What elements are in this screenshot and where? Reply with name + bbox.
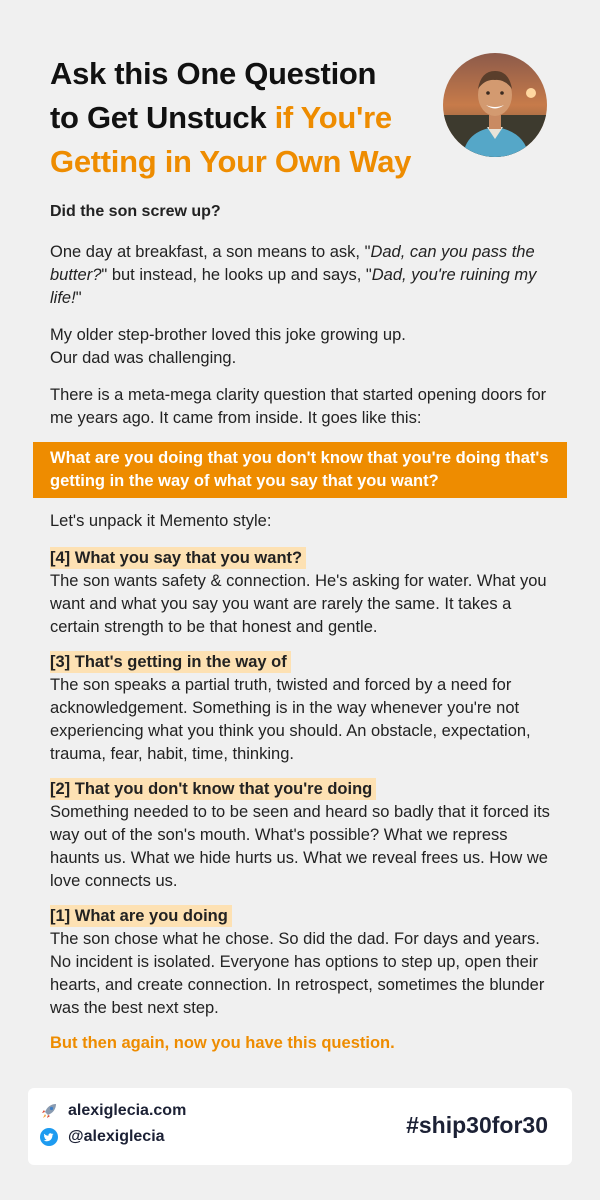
website-link[interactable]: alexiglecia.com xyxy=(68,1102,187,1119)
step-4 xyxy=(50,547,555,639)
intro-section xyxy=(50,200,555,444)
step-body: Something needed to to be seen and heard so badly that it forced its way out of the son's mouth. What's possible? What we repress haunts us. What we hide hurts us. What we reveal frees us. How we love connects us. xyxy=(50,803,550,890)
title-line-3-accent: Getting in Your Own Way xyxy=(50,144,412,179)
footer-card xyxy=(28,1088,572,1165)
title-line-2-accent: if You're xyxy=(274,100,392,135)
step-2 xyxy=(50,778,555,893)
twitter-row[interactable] xyxy=(40,1128,165,1146)
question-callout-text: What are you doing that you don't know that you're doing that's getting in the way of what you say that you want? xyxy=(50,449,549,490)
step-body: The son speaks a partial truth, twisted and forced by a need for acknowledgement. Something is in the way whenever you're not experiencing what you think you should. An obstacle, expectation, trauma, fear, habit, time, thinking. xyxy=(50,676,531,763)
title-line-1: Ask this One Question xyxy=(50,56,377,91)
website-row[interactable] xyxy=(40,1102,186,1120)
backstory-paragraph: My older step-brother loved this joke growing up. Our dad was challenging. xyxy=(50,326,406,367)
twitter-icon xyxy=(40,1128,58,1146)
joke-quote-2: Dad, you're ruining my life! xyxy=(50,266,537,307)
step-3 xyxy=(50,651,555,766)
hashtag: #ship30for30 xyxy=(406,1112,548,1138)
step-heading: [2] That you don't know that you're doing xyxy=(50,778,376,800)
step-heading: [1] What are you doing xyxy=(50,905,232,927)
twitter-handle[interactable]: @alexiglecia xyxy=(68,1128,165,1145)
rocket-icon xyxy=(40,1102,58,1120)
title-line-2: to Get Unstuck xyxy=(50,100,275,135)
unpack-intro: Let's unpack it Memento style: xyxy=(50,512,272,530)
step-body: The son chose what he chose. So did the dad. For days and years. No incident is isolated. Everyone has options to step up, open their hearts, and create connection. In retrospect, sometimes the blunder was the best next step. xyxy=(50,930,545,1017)
step-heading: [4] What you say that you want? xyxy=(50,547,306,569)
step-1 xyxy=(50,905,555,1020)
lede: Did the son screw up? xyxy=(50,203,221,220)
step-heading: [3] That's getting in the way of xyxy=(50,651,291,673)
unpack-section xyxy=(50,510,555,1072)
joke-quote-1: Dad, can you pass the butter? xyxy=(50,243,535,284)
step-body: The son wants safety & connection. He's asking for water. What you want and what you say you want are rarely the same. It takes a certain strength to be that honest and gentle. xyxy=(50,572,547,636)
page-title xyxy=(50,52,450,184)
closing-line: But then again, now you have this question. xyxy=(50,1034,395,1052)
question-intro-paragraph: There is a meta-mega clarity question that started opening doors for me years ago. It came from inside. It goes like this: xyxy=(50,386,547,427)
joke-paragraph: One day at breakfast, a son means to ask, "Dad, can you pass the butter?" but instead, he looks up and says, "Dad, you're ruining my life!" xyxy=(50,243,537,307)
author-photo-icon xyxy=(443,53,547,157)
author-avatar xyxy=(443,53,547,157)
